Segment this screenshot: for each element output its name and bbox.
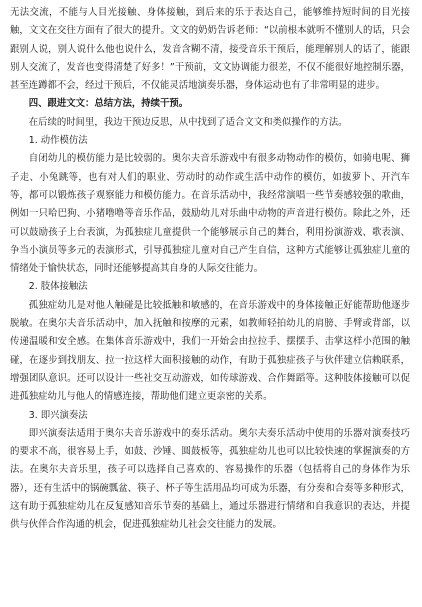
subheading-improvisation: 3. 即兴演奏法 bbox=[28, 409, 88, 421]
section-heading: 四、跟进文文：总结方法，持续干预。 bbox=[28, 98, 189, 110]
paragraph-improvisation: 即兴演奏法适用于奥尔夫音乐游戏中的奏乐活动。奥尔夫奏乐活动中使用的乐器对演奏技巧的要求不高，很容易上手，如鼓、沙锤、圆鼓板等，孤独症幼儿也可以比较快速的掌握演奏的方法。在奥尔夫音乐里，孩子可以选择自己喜欢的、容易操作的乐器（包括将自己的身体作为乐器），还有生活中的锅碗瓢盆、筷子、杯子等生活用品均可成为乐器，有分奏和合奏等多种形式，这有助于孤独症幼儿在反复感知音乐节奏的基础上，通过乐器进行情绪和自我意识的表达，并提供与伙伴合作沟通的机会，促进孤独症幼儿社会交往能力的发展。 bbox=[10, 427, 410, 531]
paragraph-imitation: 自闭幼儿的模仿能力是比较弱的。奥尔夫音乐游戏中有很多动物动作的模仿，如骑电呢、狮子走、小兔跳等，也有对人们的职业、劳动时的动作或生活中动作的模仿，如拔萝卜、开汽车等，都可以锻炼孩子观察能力和模仿能力。在音乐活动中，我经常演唱一些节奏感较强的歌曲，例如一只哈巴狗、小猪噜噜等音乐作品，鼓励幼儿对乐曲中动物的声音进行模仿。除此之外，还可以鼓励孩子上台表演，为孤独症儿童提供一个能够展示自己的舞台，利用扮演游戏、歌表演、争当小演员等多元的表演形式，引导孤独症儿童对自己产生自信，这种方式能够让孤独症儿童的情绪处于愉快状态，同时还能够提高其自身的人际交往能力。 bbox=[10, 153, 410, 275]
subheading-touch: 2. 肢体接触法 bbox=[28, 281, 88, 293]
paragraph-reflection: 在后续的时间里，我边干预边反思，从中找到了适合文文和类似操作的方法。 bbox=[28, 116, 348, 128]
paragraph-touch: 孤独症幼儿是对他人触碰是比较抵触和敏感的，在音乐游戏中的身体接触正好能帮助他逐步脱敏。在奥尔夫音乐活动中，加入抚触和按摩的元素，如教师轻拍幼儿的肩膀、手臂或背部，以传递温暖和安全感。在集体音乐游戏中，我们一开始会由拉拉手、摆摆手、击掌这样小范围的触碰，在逐步到找朋友、拉一拉这样大面积接触的动作，有助于孤独症孩子与伙伴建立信赖联系，增强团队意识。还可以设计一些社交互动游戏，如传球游戏、合作舞蹈等。这种肢体接触可以促进孤独症幼儿与他人的情感连接，帮助他们建立更亲密的关系。 bbox=[10, 299, 410, 403]
subheading-imitation: 1. 动作模仿法 bbox=[28, 135, 88, 147]
paragraph-intro: 无法交流，不能与人目光接触、身体接触，到后来的乐于表达自己，能够维持短时间的目光接触，文文在交往方面有了很大的提升。文文的奶奶告诉老师：“以前根本就听不懂别人的话，只会跟别人说，别人说什么他也说什么，发音含糊不清，接受音乐干预后，能理解别人的话了，能跟别人交流了，发音也变得清楚了好多！”干预前，文文协调能力很差，不仅不能很好地控制乐器，甚至连蹲都不会，经过干预后，不仅能灵活地演奏乐器，身体运动也有了非常明显的进步。 bbox=[10, 7, 410, 92]
